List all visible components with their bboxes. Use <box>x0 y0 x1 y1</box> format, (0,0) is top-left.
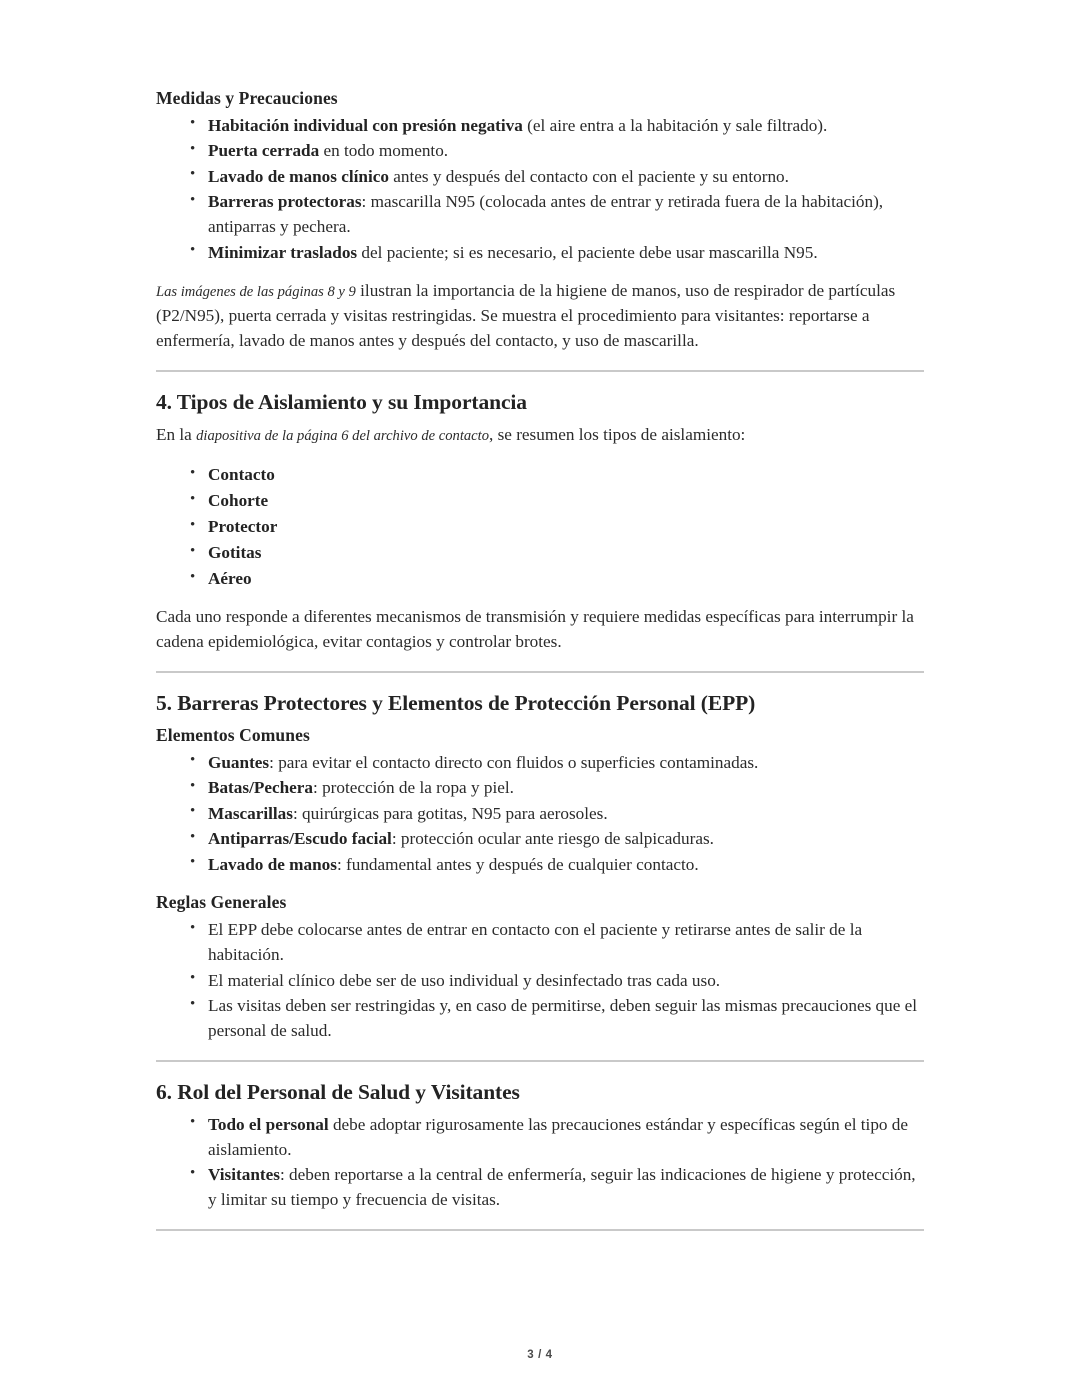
bullet-lead: Guantes <box>208 752 270 772</box>
bullet-lead: Barreras protectoras <box>208 192 362 212</box>
note-italic-lead: Las imágenes de las páginas 8 y 9 <box>156 283 356 300</box>
list-item <box>208 164 924 189</box>
bullet-body: del paciente; si es necesario, el paciente debe usar mascarilla N95. <box>357 242 818 262</box>
list-item <box>208 775 924 800</box>
bullet-body: : deben reportarse a la central de enfermería, seguir las indicaciones de higiene y protección, y limitar su tiempo y frecuencia de visitas. <box>208 1165 916 1210</box>
bullet-lead: Todo el personal <box>208 1114 329 1134</box>
list-item <box>208 1162 924 1212</box>
bullet-lead: Antiparras/Escudo facial <box>208 829 392 849</box>
bullet-body: : quirúrgicas para gotitas, N95 para aerosoles. <box>292 803 608 823</box>
list-item <box>208 750 924 775</box>
page-footer <box>0 1349 1080 1361</box>
section-5-heading: 5. Barreras Protectores y Elementos de Protección Personal (EPP) <box>156 691 756 716</box>
list-item: • Las visitas deben ser restringidas y, en caso de permitirse, deben seguir las mismas precauciones que el personal de salud. <box>208 993 924 1043</box>
bullet-body: : para evitar el contacto directo con fluidos o superficies contaminadas. <box>269 752 759 772</box>
list-item <box>208 113 924 138</box>
reglas-generales-list <box>156 917 924 1043</box>
bullet-lead: Lavado de manos <box>208 854 337 874</box>
intro-suffix: , se resumen los tipos de aislamiento: <box>489 424 746 444</box>
section-medidas-y-precauciones <box>156 86 924 353</box>
bullet-lead: Puerta cerrada <box>208 141 320 161</box>
section-4-heading: 4. Tipos de Aislamiento y su Importancia <box>156 390 527 415</box>
bullet-lead: Minimizar traslados <box>208 242 358 262</box>
list-item <box>208 801 924 826</box>
isolation-type-label: Cohorte <box>208 491 269 511</box>
isolation-types-list <box>156 462 924 591</box>
isolation-type-label: Aéreo <box>208 569 252 589</box>
page-number: 3 / 4 <box>527 1349 553 1361</box>
medidas-heading: Medidas y Precauciones <box>156 88 338 108</box>
list-item <box>208 138 924 163</box>
list-item <box>208 240 924 265</box>
list-item <box>208 189 924 239</box>
bullet-body: antes y después del contacto con el paciente y su entorno. <box>388 166 789 186</box>
section-divider <box>156 1229 924 1231</box>
bullet-body: : mascarilla N95 (colocada antes de entrar y retirada fuera de la habitación), antiparras y pechera. <box>208 192 884 237</box>
document-page <box>156 86 924 1235</box>
elementos-comunes-list <box>156 750 924 877</box>
section-5-barreras-protectores-epp <box>156 689 924 1043</box>
bullet-lead: Habitación individual con presión negativa <box>208 115 523 135</box>
bullet-body: (el aire entra a la habitación y sale filtrado). <box>522 115 828 135</box>
bullet-body: : protección ocular ante riesgo de salpicaduras. <box>391 829 714 849</box>
section-4-intro <box>156 422 924 447</box>
section-6-rol-personal-visitantes <box>156 1078 924 1212</box>
list-item <box>208 852 924 877</box>
section-4-tipos-de-aislamiento <box>156 388 924 654</box>
bullet-body: : fundamental antes y después de cualquier contacto. <box>336 854 699 874</box>
list-item: • El material clínico debe ser de uso individual y desinfectado tras cada uso. <box>208 968 924 993</box>
note-body: ilustran la importancia de la higiene de manos, uso de respirador de partículas (P2/N95), puerta cerrada y visitas restringidas. Se muestra el procedimiento para visitantes: reportarse a enfermería, lavado de manos antes y después del contacto, y uso de mascarilla. <box>156 280 896 351</box>
bullet-lead: Batas/Pechera <box>208 778 314 798</box>
section-6-bullet-list <box>156 1112 924 1213</box>
list-item <box>208 462 924 487</box>
medidas-note-paragraph <box>156 278 924 353</box>
section-divider <box>156 1060 924 1062</box>
isolation-type-label: Gotitas <box>208 543 262 563</box>
isolation-type-label: Contacto <box>208 465 275 485</box>
intro-prefix: En la <box>156 424 197 444</box>
bullet-lead: Lavado de manos clínico <box>208 166 389 186</box>
list-item <box>208 488 924 513</box>
section-4-closing: Cada uno responde a diferentes mecanismos de transmisión y requiere medidas específicas para interrumpir la cadena epidemiológica, evitar contagios y controlar brotes. <box>156 607 914 652</box>
list-item: • El EPP debe colocarse antes de entrar en contacto con el paciente y retirarse antes de salir de la habitación. <box>208 917 924 967</box>
reglas-generales-heading: Reglas Generales <box>156 892 287 913</box>
bullet-body: : protección de la ropa y piel. <box>313 778 514 798</box>
bullet-lead: Visitantes <box>208 1165 280 1185</box>
list-item <box>208 566 924 591</box>
list-item <box>208 540 924 565</box>
elementos-comunes-heading: Elementos Comunes <box>156 724 310 745</box>
medidas-bullet-list <box>156 113 924 265</box>
list-item <box>208 514 924 539</box>
bullet-body: debe adoptar rigurosamente las precauciones estándar y específicas según el tipo de aislamiento. <box>208 1114 909 1159</box>
bullet-lead: Mascarillas <box>208 803 293 823</box>
bullet-body: en todo momento. <box>319 141 449 161</box>
section-6-heading: 6. Rol del Personal de Salud y Visitantes <box>156 1080 520 1105</box>
list-item <box>208 1112 924 1162</box>
intro-italic-reference: diapositiva de la página 6 del archivo de contacto <box>196 427 489 444</box>
section-divider <box>156 671 924 673</box>
isolation-type-label: Protector <box>208 517 278 537</box>
section-divider <box>156 370 924 372</box>
list-item <box>208 826 924 851</box>
